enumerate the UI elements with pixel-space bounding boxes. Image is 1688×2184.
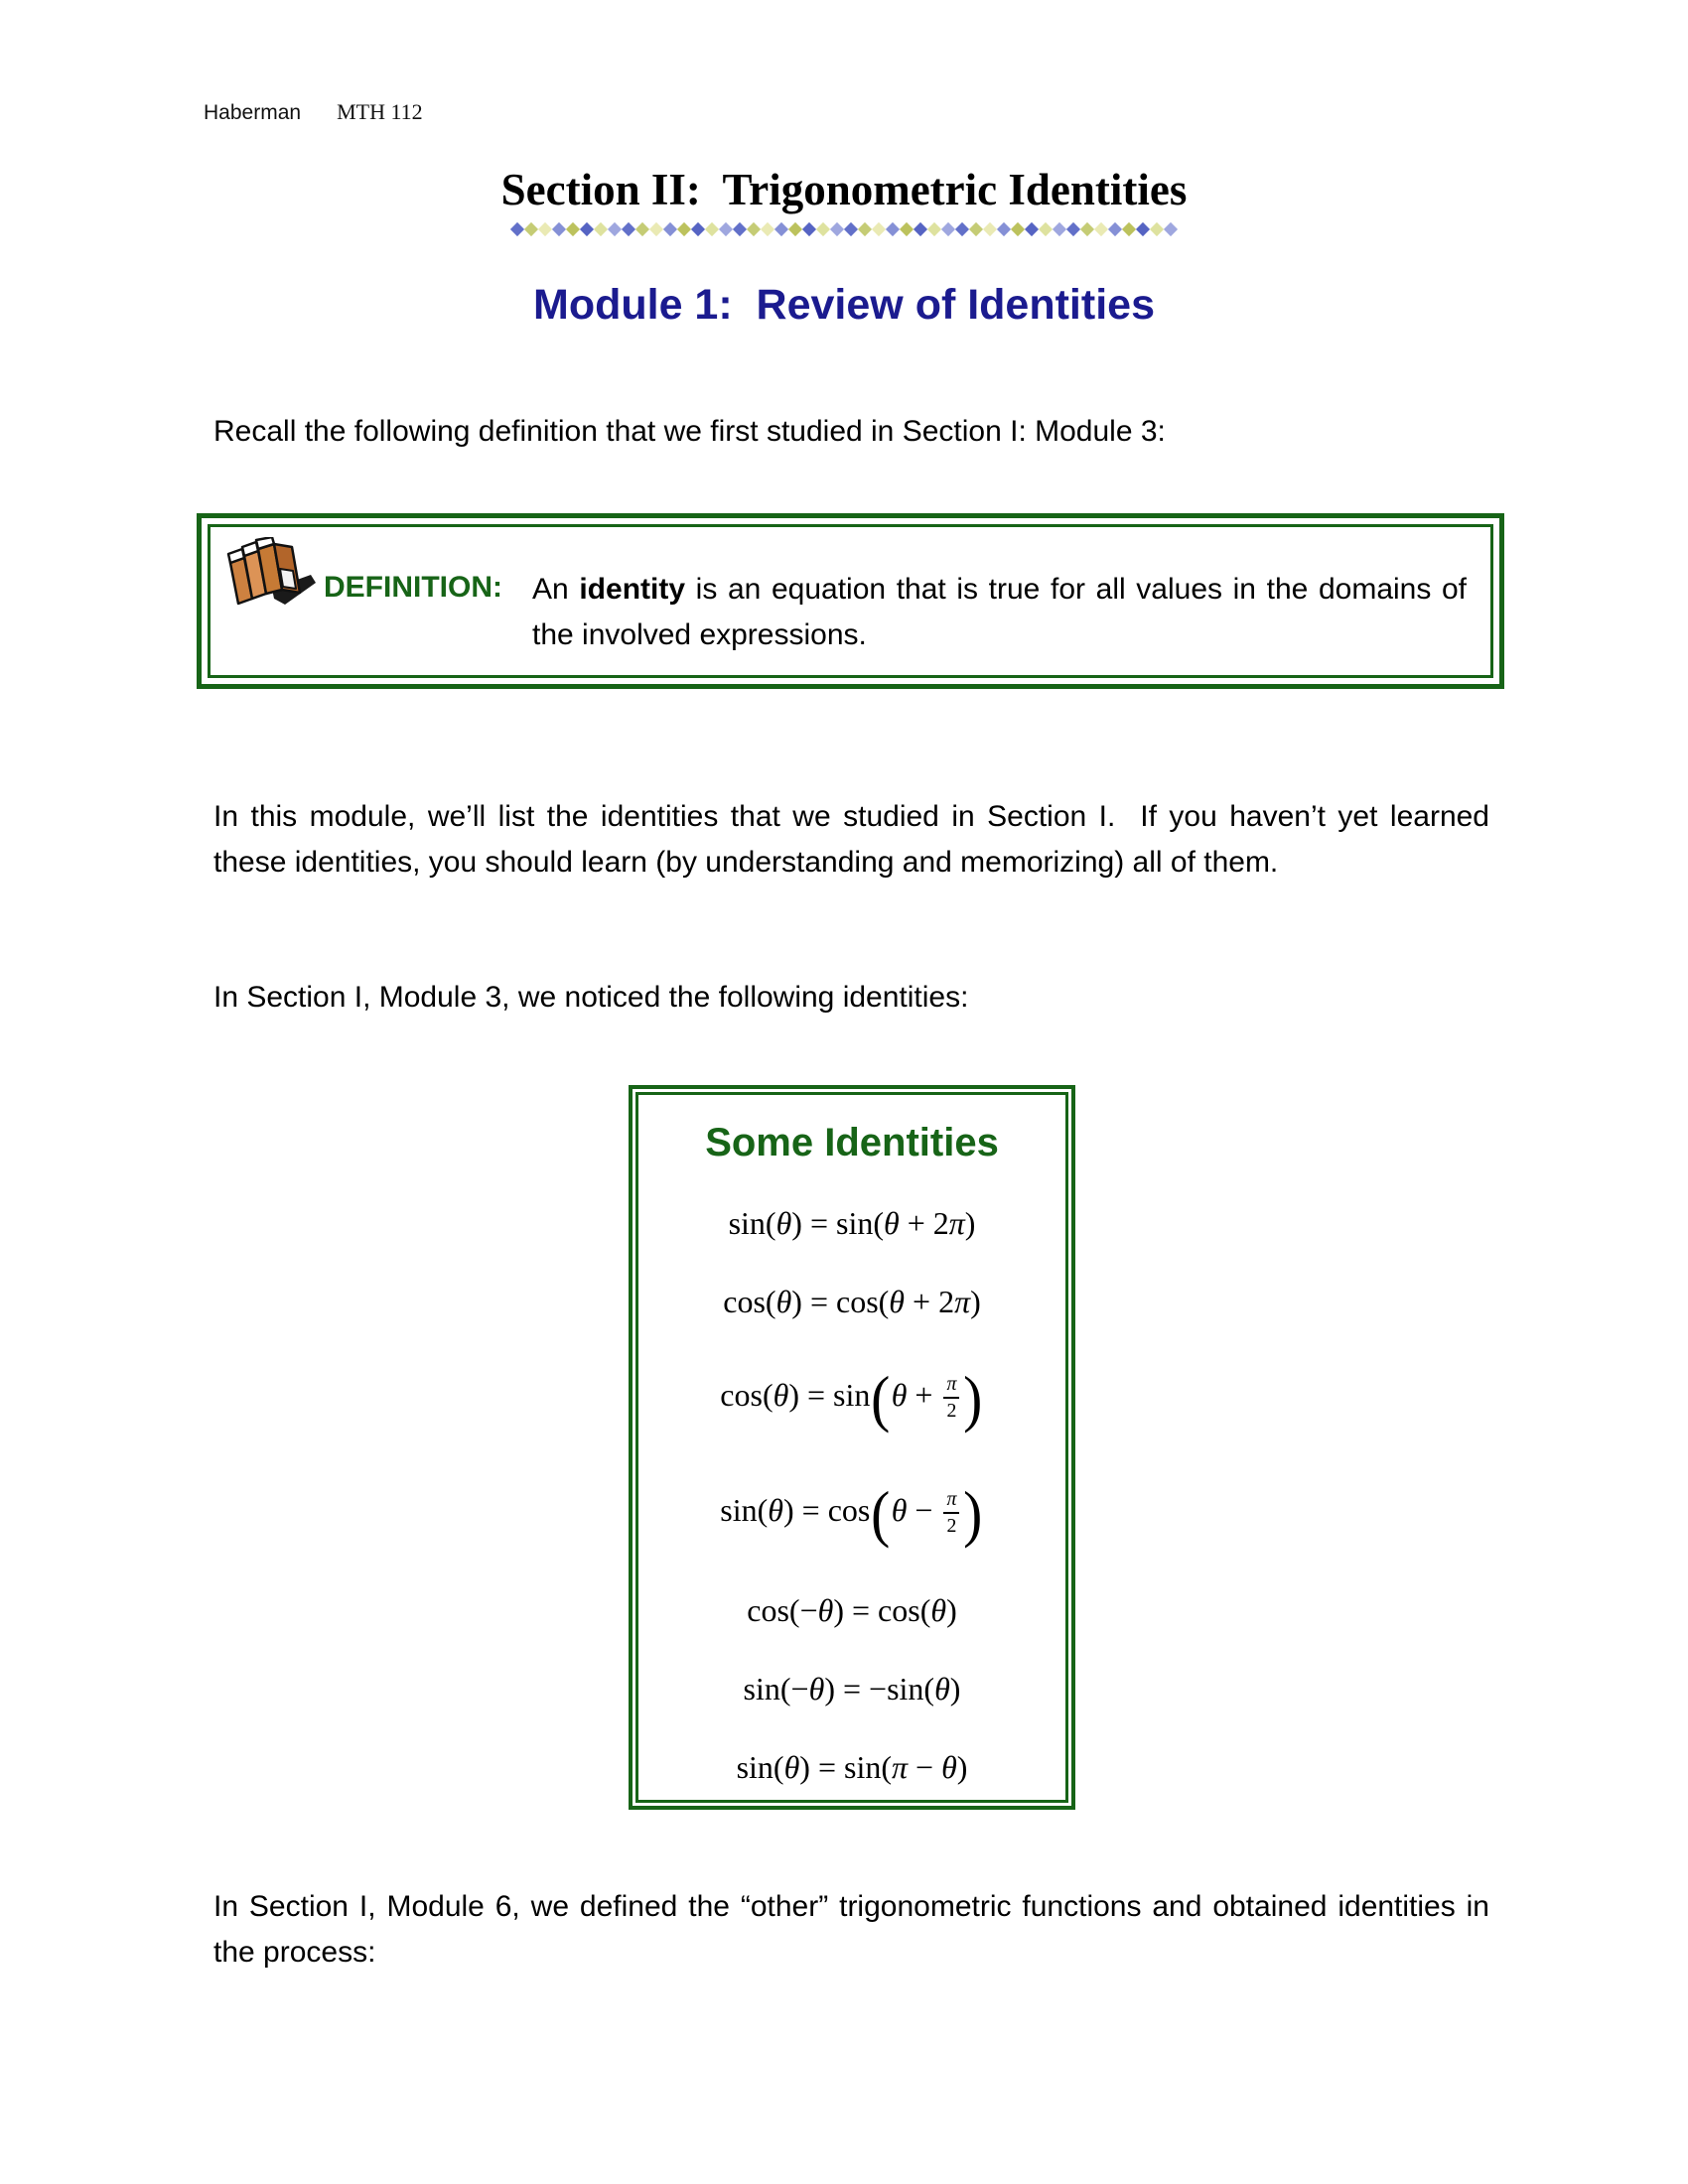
divider-diamond bbox=[774, 222, 788, 236]
divider-diamond bbox=[1108, 222, 1122, 236]
divider-diamond bbox=[1066, 222, 1080, 236]
paragraph-other-functions: In Section I, Module 6, we defined the “other” trigonometric functions and obtained identities in the process: bbox=[213, 1890, 1498, 1969]
author-name: Haberman bbox=[204, 101, 302, 124]
identity-row: sin(−θ) = −sin(θ) bbox=[743, 1671, 961, 1706]
diamond-divider bbox=[0, 222, 1688, 240]
identity-row: sin(θ) = cos(θ − $\frac{\pi}{2}$ ) bbox=[720, 1478, 983, 1549]
divider-diamond bbox=[900, 222, 914, 236]
identities-box bbox=[629, 1085, 1075, 1810]
divider-diamond bbox=[1164, 222, 1178, 236]
divider-diamond bbox=[691, 222, 705, 236]
divider-diamond bbox=[844, 222, 858, 236]
divider-diamond bbox=[983, 222, 997, 236]
divider-diamond bbox=[941, 222, 955, 236]
divider-diamond bbox=[1080, 222, 1094, 236]
divider-diamond bbox=[663, 222, 677, 236]
divider-diamond bbox=[622, 222, 635, 236]
divider-diamond bbox=[1136, 222, 1150, 236]
paragraph-noticed: In Section I, Module 3, we noticed the following identities: bbox=[213, 981, 969, 1014]
divider-diamond bbox=[1053, 222, 1066, 236]
divider-diamond bbox=[1150, 222, 1164, 236]
books-icon bbox=[222, 537, 318, 625]
page-header bbox=[204, 99, 423, 125]
definition-box-inner bbox=[208, 524, 1493, 678]
divider-diamond bbox=[969, 222, 983, 236]
divider-diamond bbox=[594, 222, 608, 236]
divider-diamond bbox=[816, 222, 830, 236]
definition-box bbox=[197, 513, 1504, 689]
divider-diamond bbox=[886, 222, 900, 236]
divider-diamond bbox=[858, 222, 872, 236]
paragraph-module-intro: In this module, we’ll list the identities that we studied in Section I. If you haven’t yet learned these identities, you should learn (by understanding and memorizing) all of them. bbox=[213, 800, 1498, 879]
definition-label: DEFINITION: bbox=[324, 571, 502, 604]
identities-box-title: Some Identities bbox=[705, 1121, 999, 1164]
divider-diamond bbox=[927, 222, 941, 236]
divider-diamond bbox=[1039, 222, 1053, 236]
divider-diamond bbox=[608, 222, 622, 236]
divider-diamond bbox=[649, 222, 663, 236]
divider-diamond bbox=[830, 222, 844, 236]
divider-diamond bbox=[761, 222, 774, 236]
divider-diamond bbox=[997, 222, 1011, 236]
definition-text: An identity is an equation that is true for all values in the domains of the involved expressions. bbox=[532, 573, 1476, 651]
divider-diamond bbox=[580, 222, 594, 236]
divider-diamond bbox=[747, 222, 761, 236]
divider-diamond bbox=[566, 222, 580, 236]
identity-row: sin(θ) = sin(θ + 2π) bbox=[728, 1205, 976, 1241]
identity-row: sin(θ) = sin(π − θ) bbox=[736, 1749, 968, 1785]
identities-list bbox=[638, 1205, 1065, 1786]
divider-diamond bbox=[788, 222, 802, 236]
identity-row: cos(θ) = sin(θ + $\frac{\pi}{2}$ ) bbox=[720, 1363, 983, 1433]
divider-diamond bbox=[1094, 222, 1108, 236]
divider-diamond bbox=[914, 222, 927, 236]
section-title: Section II: Trigonometric Identities bbox=[500, 165, 1188, 214]
divider-diamond bbox=[538, 222, 552, 236]
divider-diamond bbox=[1122, 222, 1136, 236]
divider-diamond bbox=[872, 222, 886, 236]
divider-diamond bbox=[733, 222, 747, 236]
course-code: MTH 112 bbox=[337, 99, 423, 124]
divider-diamond bbox=[955, 222, 969, 236]
identity-row: cos(−θ) = cos(θ) bbox=[747, 1592, 957, 1628]
divider-diamond bbox=[719, 222, 733, 236]
identity-row: cos(θ) = cos(θ + 2π) bbox=[723, 1284, 981, 1319]
divider-diamond bbox=[1011, 222, 1025, 236]
paragraph-recall: Recall the following definition that we first studied in Section I: Module 3: bbox=[213, 415, 1166, 448]
divider-diamond bbox=[705, 222, 719, 236]
module-title: Module 1: Review of Identities bbox=[533, 281, 1155, 329]
divider-diamond bbox=[802, 222, 816, 236]
divider-diamond bbox=[677, 222, 691, 236]
divider-diamond bbox=[524, 222, 538, 236]
identities-box-inner bbox=[635, 1092, 1068, 1803]
divider-diamond bbox=[552, 222, 566, 236]
divider-diamond bbox=[1025, 222, 1039, 236]
divider-diamond bbox=[635, 222, 649, 236]
divider-diamond bbox=[510, 222, 524, 236]
